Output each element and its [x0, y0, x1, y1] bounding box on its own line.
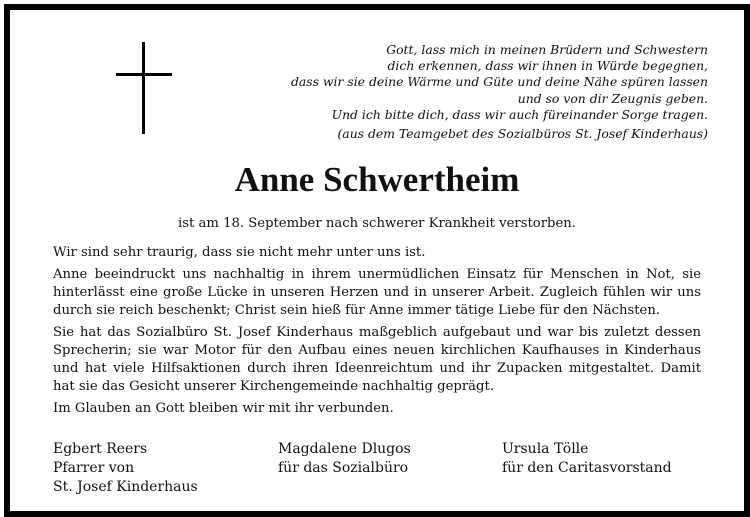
cross-vertical-bar	[142, 42, 145, 134]
signature-block	[502, 440, 672, 478]
deceased-name: Anne Schwertheim	[234, 160, 520, 199]
body-paragraph: Im Glauben an Gott bleiben wir mit ihr verbunden.	[53, 401, 394, 416]
signature-role: St. Josef Kinderhaus	[53, 479, 198, 495]
prayer-line: dass wir sie deine Wärme und Güte und deine Nähe spüren lassen	[290, 74, 708, 90]
signature-role: für den Caritasvorstand	[502, 460, 672, 476]
obituary-body	[53, 244, 701, 422]
signature-role: Pfarrer von	[53, 460, 135, 476]
body-paragraph: Wir sind sehr traurig, dass sie nicht mehr unter uns ist.	[53, 245, 426, 260]
death-notice-line: ist am 18. September nach schwerer Krankheit verstorben.	[178, 216, 576, 231]
obituary-frame	[4, 4, 750, 517]
prayer-line: und so von dir Zeugnis geben.	[517, 90, 708, 106]
prayer-line: Gott, lass mich in meinen Brüdern und Schwestern	[386, 42, 708, 57]
signature-name: Magdalene Dlugos	[278, 441, 411, 457]
prayer-line: Und ich bitte dich, dass wir auch füreinander Sorge tragen.	[331, 106, 708, 122]
prayer-quote	[278, 42, 708, 142]
signature-name: Egbert Reers	[53, 441, 148, 457]
cross-icon	[116, 42, 172, 134]
prayer-source: (aus dem Teamgebet des Sozialbüros St. Josef Kinderhaus)	[337, 126, 708, 142]
body-paragraph: Anne beeindruckt uns nachhaltig in ihrem unermüdlichen Einsatz für Menschen in Not, sie hinterlässt eine große Lücke in unseren Herzen und in unserer Arbeit. Zugleich fühlen wir uns durch sie reich beschenkt; Christ sein hieß für Anne immer tätige Liebe für den Nächsten.	[53, 267, 701, 318]
prayer-line: dich erkennen, dass wir ihnen in Würde begegnen,	[387, 58, 708, 74]
signature-block	[53, 440, 198, 497]
cross-horizontal-bar	[116, 73, 172, 76]
signature-block	[278, 440, 411, 478]
signature-role: für das Sozialbüro	[278, 460, 409, 476]
body-paragraph: Sie hat das Sozialbüro St. Josef Kinderhaus maßgeblich aufgebaut und war bis zuletzt dessen Sprecherin; sie war Motor für den Aufbau eines neuen kirchlichen Kaufhauses in Kinderhaus und hat viele Hilfsaktionen durch ihren Ideenreichtum und ihr Zupacken mitgestaltet. Damit hat sie das Gesicht unserer Kirchengemeinde nachhaltig geprägt.	[53, 325, 701, 394]
signature-name: Ursula Tölle	[502, 441, 589, 457]
